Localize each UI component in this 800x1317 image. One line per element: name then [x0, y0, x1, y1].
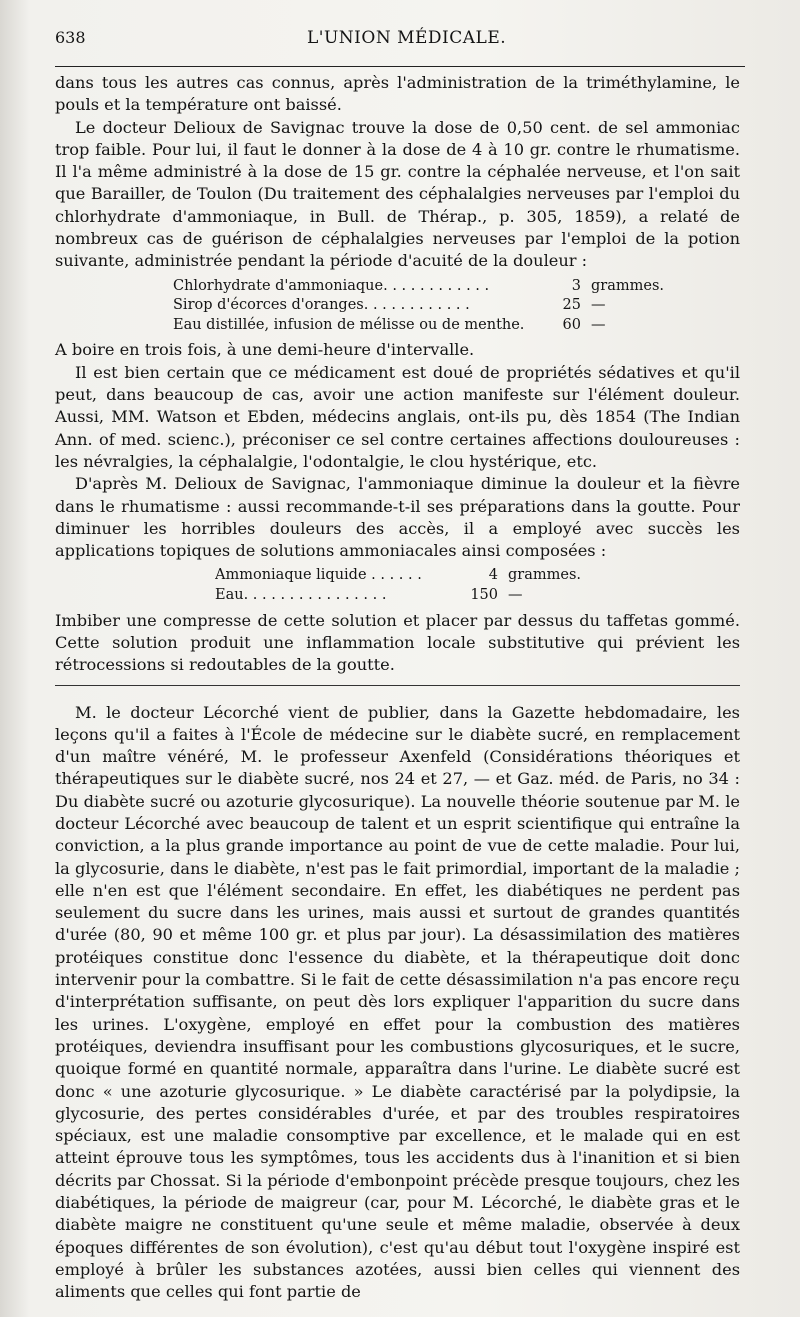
ingredient-name: Chlorhydrate d'ammoniaque. . . . . . . . . . . .: [173, 277, 490, 294]
ingredient-quantity: 3: [571, 277, 581, 294]
ingredient-quantity: 4: [488, 567, 498, 584]
ingredient-unit: grammes.: [591, 277, 664, 294]
ingredient-quantity: 25: [562, 297, 581, 314]
ingredient-name: Ammoniaque liquide . . . . . .: [215, 567, 422, 584]
paragraph: Imbiber une compresse de cette solution et placer par dessus du taffetas gommé. Cette solution produit une inflammation locale substitutive qui prévient les rétrocessions si redoutables de la goutte.: [55, 610, 740, 675]
paragraph: D'après M. Delioux de Savignac, l'ammoniaque diminue la douleur et la fièvre dans le rhumatisme : aussi recommande-t-il ses préparations dans la goutte. Pour diminuer les horribles douleurs des accès, il a employé avec succès les applications topiques de solutions ammoniacales ainsi composées :: [55, 474, 740, 561]
ingredient-name: Eau. . . . . . . . . . . . . . . .: [215, 587, 387, 604]
ingredient-unit: grammes.: [508, 567, 581, 584]
running-head: L'UNION MÉDICALE.: [307, 28, 507, 48]
article-body: [55, 72, 740, 1304]
paragraph: A boire en trois fois, à une demi-heure d'intervalle.: [55, 340, 475, 360]
ingredient-quantity: 60: [562, 316, 581, 333]
ingredient-unit: —: [591, 297, 606, 314]
paragraph: Il est bien certain que ce médicament est doué de propriétés sédatives et qu'il peut, dans beaucoup de cas, avoir une action manifeste sur l'élément douleur. Aussi, MM. Watson et Ebden, médecins anglais, ont-ils pu, dès 1854 (The Indian Ann. of med. scienc.), préconiser ce sel contre certaines affections douloureuses : les névralgies, la céphalalgie, l'odontalgie, le clou hystérique, etc.: [55, 362, 740, 471]
ingredient-unit: —: [591, 316, 606, 333]
page-number: 638: [55, 28, 86, 47]
ingredient-name: Sirop d'écorces d'oranges. . . . . . . . . . . .: [173, 297, 470, 314]
formula-row: [215, 566, 740, 586]
page-header: [55, 28, 750, 58]
formula-row: [173, 296, 740, 316]
formula-row: [173, 316, 740, 336]
paragraph: Le docteur Delioux de Savignac trouve la dose de 0,50 cent. de sel ammoniac trop faible. Pour lui, il faut le donner à la dose de 4 à 10 gr. contre le rhumatisme. Il l'a même administré à la dose de 15 gr. contre la céphalée nerveuse, et l'on sait que Barailler, de Toulon (Du traitement des céphalalgies nerveuses par l'emploi du chlorhydrate d'ammoniaque, in Bull. de Thérap., p. 305, 1859), a relaté de nombreux cas de guérison de céphalalgies nerveuses par l'emploi de la potion suivante, administrée pendant la période d'acuité de la douleur :: [55, 117, 740, 271]
header-rule: [55, 66, 745, 67]
ingredient-unit: —: [508, 587, 523, 604]
paragraph: dans tous les autres cas connus, après l'administration de la triméthylamine, le pouls et la température ont baissé.: [55, 73, 740, 115]
formula-row: [215, 586, 740, 606]
formula-row: [173, 277, 740, 297]
formula-solution: [215, 566, 740, 605]
ingredient-quantity: 150: [470, 587, 498, 604]
ingredient-name: Eau distillée, infusion de mélisse ou de menthe.: [173, 316, 525, 333]
paragraph: M. le docteur Lécorché vient de publier, dans la Gazette hebdomadaire, les leçons qu'il a faites à l'École de médecine sur le diabète sucré, en remplacement d'un maître vénéré, M. le professeur Axenfeld (Considérations théoriques et thérapeutiques sur le diabète sucré, nos 24 et 27, — et Gaz. méd. de Paris, no 34 : Du diabète sucré ou azoturie glycosurique). La nouvelle théorie soutenue par M. le docteur Lécorché avec beaucoup de talent et un esprit scientifique qui entraîne la conviction, a la plus grande importance au point de vue de cette maladie. Pour lui, la glycosurie, dans le diabète, n'est pas le fait primordial, important de la maladie ; elle n'en est que l'élément secondaire. En effet, les diabétiques ne perdent pas seulement du sucre dans les urines, mais aussi et surtout de grandes quantités d'urée (80, 90 et même 100 gr. et plus par jour). La désassimilation des matières protéiques constitue donc l'essence du diabète, et la thérapeutique doit donc intervenir pour la combattre. Si le fait de cette désassimilation n'a pas encore reçu d'interprétation suffisante, on peut dès lors expliquer l'apparition du sucre dans les urines. L'oxygène, employé en effet pour la combustion des matières protéiques, deviendra insuffisant pour les combustions glycosuriques, et le sucre, quoique formé en quantité normale, apparaîtra dans l'urine. Le diabète sucré est donc « une azoturie glycosurique. » Le diabète caractérisé par la polydipsie, la glycosurie, des pertes considérables d'urée, et par des troubles respiratoires spéciaux, est une maladie consomptive par excellence, et le malade qui en est atteint éprouve tous les symptômes, tous les accidents dus à l'inanition et si bien décrits par Chossat. Si la période d'embonpoint précède presque toujours, chez les diabétiques, la période de maigreur (car, pour M. Lécorché, le diabète gras et le diabète maigre ne constituent qu'une seule et même maladie, observée à deux époques différentes de son évolution), c'est qu'au début tout l'oxygène inspiré est employé à brûler les substances azotées, aussi bien celles qui viennent des aliments que celles qui font partie de: [55, 702, 740, 1302]
formula-potion: [173, 277, 740, 336]
section-divider: [55, 685, 740, 686]
